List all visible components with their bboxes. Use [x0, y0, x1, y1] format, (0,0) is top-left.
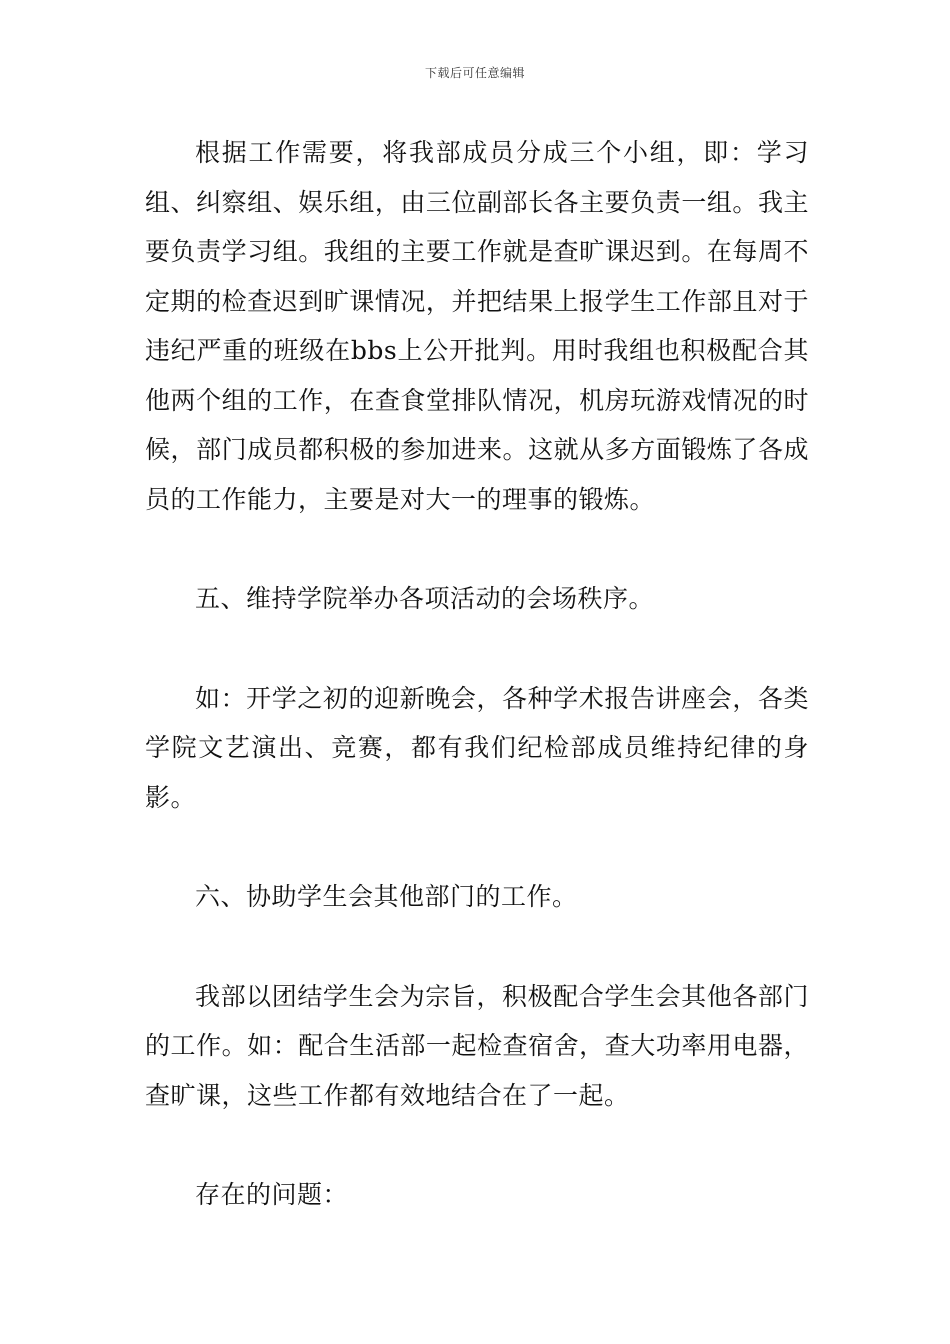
- paragraph-gap: [145, 1120, 809, 1170]
- document-body: [145, 128, 809, 1220]
- paragraph-gap: [145, 822, 809, 872]
- paragraph-assist-departments: 我部以团结学生会为宗旨，积极配合学生会其他各部门的工作。如：配合生活部一起检查宿舍，查大功率用电器，查旷课，这些工作都有效地结合在了一起。: [145, 981, 809, 1110]
- page-header: 下载后可任意编辑: [424, 66, 525, 80]
- paragraph-event-order: 如：开学之初的迎新晚会，各种学术报告讲座会，各类学院文艺演出、竞赛，都有我们纪检部成员维持纪律的身影。: [145, 683, 809, 812]
- paragraph-gap: [145, 922, 809, 972]
- paragraph-gap: [145, 524, 809, 574]
- paragraph-work-groups: 根据工作需要，将我部成员分成三个小组，即：学习组、纠察组、娱乐组，由三位副部长各主要负责一组。我主要负责学习组。我组的主要工作就是查旷课迟到。在每周不定期的检查迟到旷课情况，并把结果上报学生工作部且对于违纪严重的班级在bbs上公开批判。用时我组也积极配合其他两个组的工作，在查食堂排队情况，机房玩游戏情况的时候，部门成员都积极的参加进来。这就从多方面锻炼了各成员的工作能力，主要是对大一的理事的锻炼。: [145, 138, 809, 514]
- paragraph-problems-heading: 存在的问题：: [195, 1180, 349, 1209]
- paragraph-gap: [145, 624, 809, 674]
- section-heading-6: 六、协助学生会其他部门的工作。: [195, 882, 578, 911]
- section-heading-5: 五、维持学院举办各项活动的会场秩序。: [195, 584, 655, 613]
